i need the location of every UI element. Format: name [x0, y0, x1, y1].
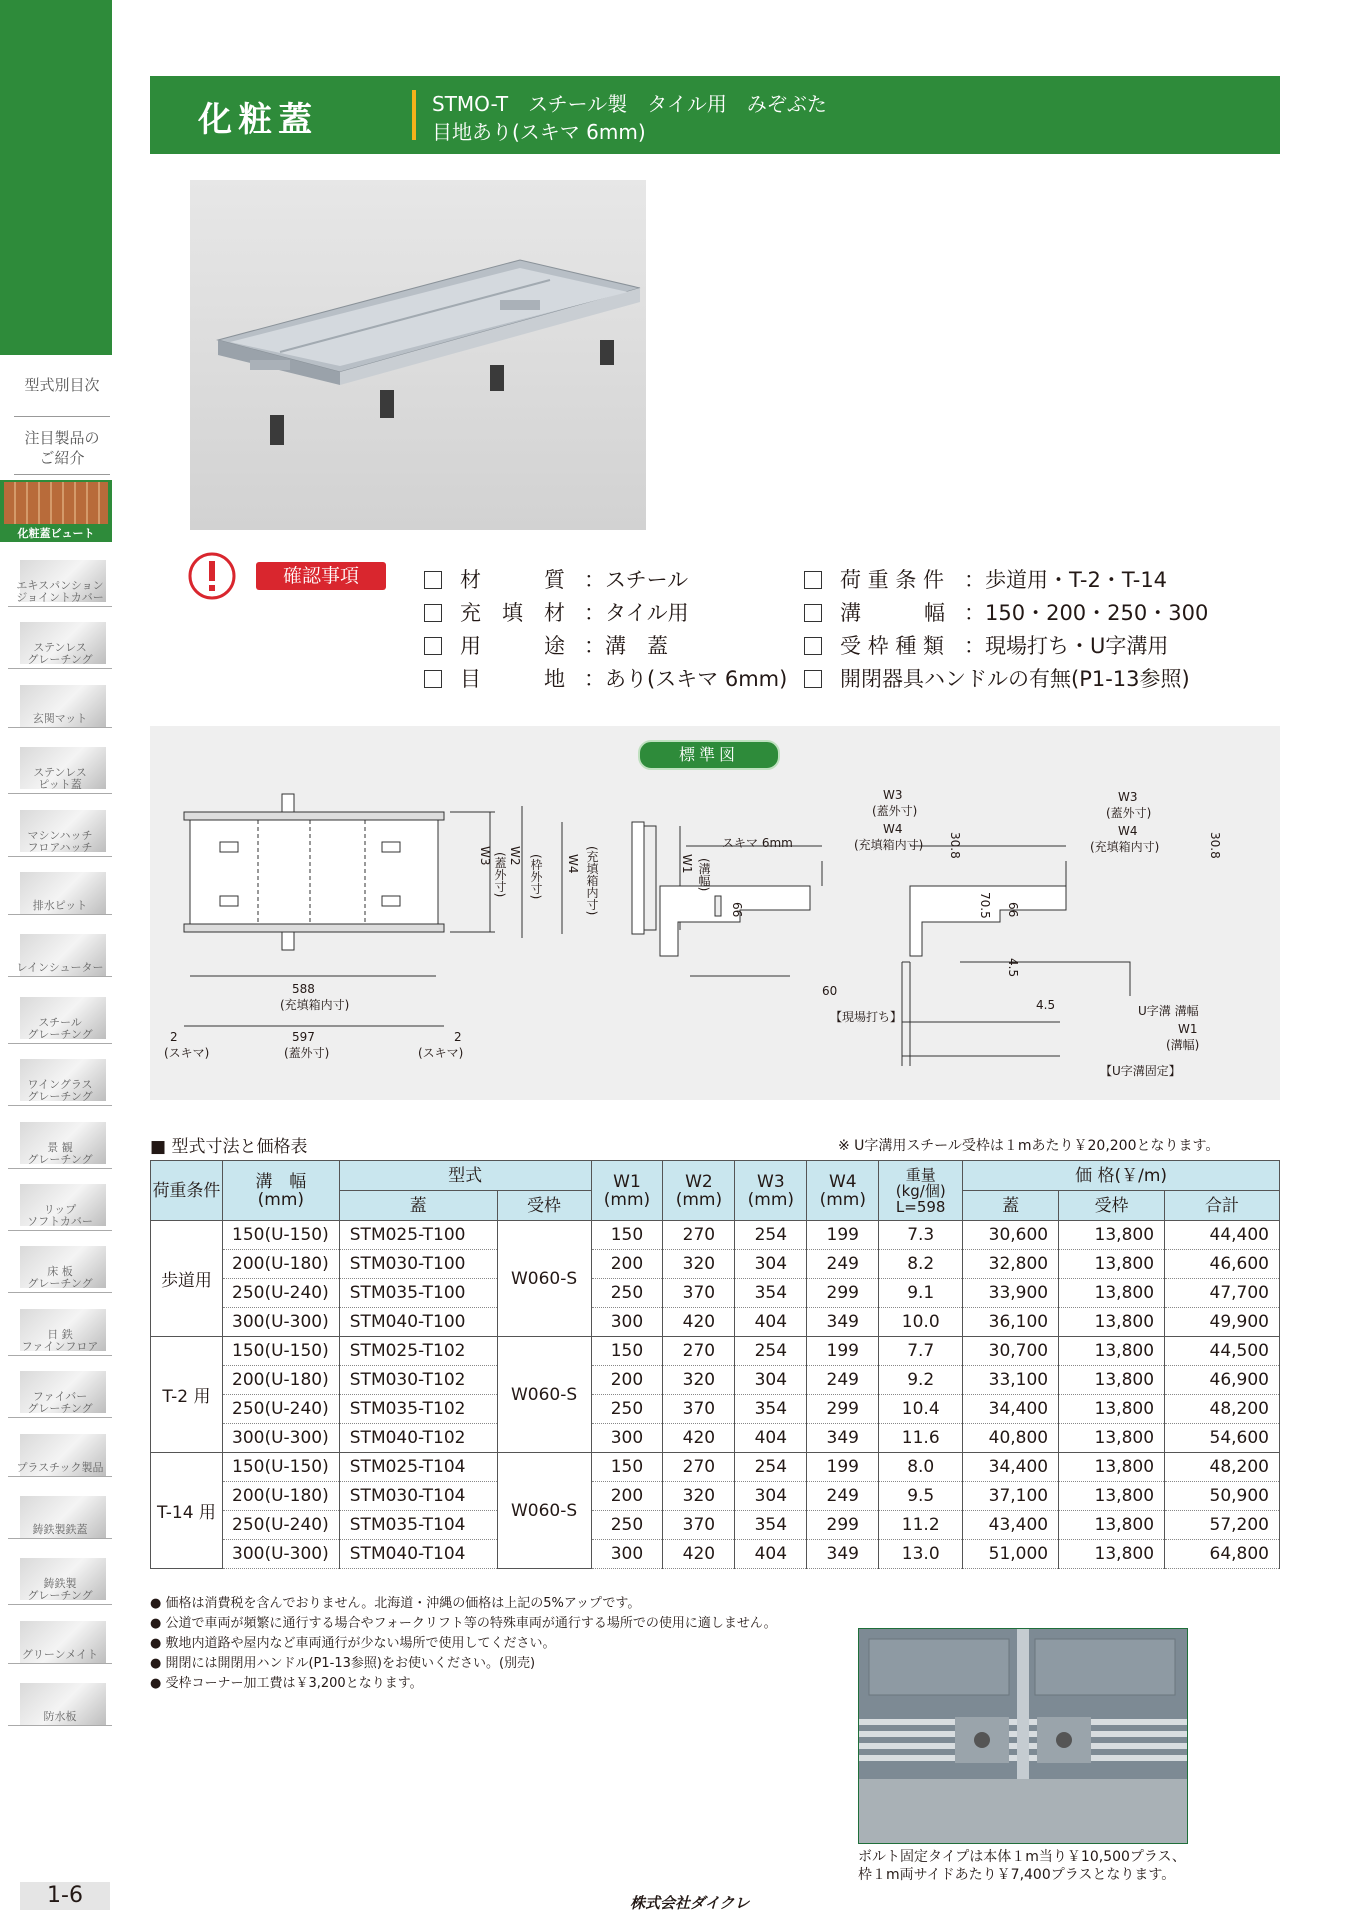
cell-w3: 304 — [735, 1482, 807, 1511]
cell-total: 44,500 — [1165, 1337, 1280, 1366]
cell-p-lid: 43,400 — [963, 1511, 1059, 1540]
table-row — [151, 1453, 1280, 1482]
sidebar-item-6[interactable]: レインシューター — [8, 962, 112, 977]
sidebar-item-8[interactable]: ワイングラス グレーチング — [8, 1079, 112, 1106]
header-width: 溝 幅 (mm) — [222, 1161, 339, 1221]
cell-w2: 320 — [663, 1482, 735, 1511]
sidebar-tab-title: 化粧蓋ビュート — [108, 38, 148, 290]
cell-width: 150(U-150) — [222, 1221, 339, 1250]
diagram-label-plan-w3_sub: (蓋外寸) — [493, 852, 507, 898]
cell-w3: 254 — [735, 1453, 807, 1482]
cell-frame-model: W060-S — [497, 1221, 591, 1337]
sidebar-nav-featured[interactable]: 注目製品の ご紹介 — [14, 428, 110, 475]
table-row — [151, 1540, 1280, 1569]
diagram-label-plan-gap_left_sub: (スキマ) — [164, 1046, 210, 1060]
standard-diagram — [150, 726, 1280, 1100]
diagram-label-plan-dim_597_sub: (蓋外寸) — [284, 1046, 330, 1060]
footnote-3: ● 開閉には開閉用ハンドル(P1-13参照)をお使いください。(別売) — [150, 1656, 536, 1671]
cell-lid-model: STM040-T104 — [339, 1540, 497, 1569]
cell-width: 200(U-180) — [222, 1482, 339, 1511]
table-note: ※ U字溝用スチール受枠は１mあたり￥20,200となります。 — [838, 1138, 1220, 1154]
table-row — [151, 1221, 1280, 1250]
header-subtitle-1: STMO-T スチール製 タイル用 みぞぶた — [432, 92, 827, 116]
diagram-label-site-w3: W3 — [883, 788, 903, 802]
cell-p-lid: 34,400 — [963, 1453, 1059, 1482]
diagram-badge: 標準図 — [638, 740, 780, 770]
cell-w1: 200 — [591, 1482, 663, 1511]
check-key: 受 枠 種 類 — [840, 634, 945, 658]
check-item-left-3 — [424, 663, 787, 693]
cell-p-lid: 30,700 — [963, 1337, 1059, 1366]
cell-total: 57,200 — [1165, 1511, 1280, 1540]
cell-total: 48,200 — [1165, 1453, 1280, 1482]
check-item-left-0 — [424, 564, 688, 594]
cell-w4: 199 — [807, 1337, 879, 1366]
cell-weight: 11.6 — [879, 1424, 963, 1453]
cell-total: 50,900 — [1165, 1482, 1280, 1511]
footnote-2: ● 敷地内道路や屋内など車両通行が少ない場所で使用してください。 — [150, 1636, 556, 1651]
page-number: 1-6 — [20, 1882, 110, 1910]
cell-w1: 200 — [591, 1366, 663, 1395]
diagram-label-site-gap: スキマ 6mm — [722, 836, 793, 850]
check-key: 目 地 — [460, 667, 565, 691]
cell-w3: 404 — [735, 1308, 807, 1337]
header-w3: W3 (mm) — [735, 1161, 807, 1221]
cell-weight: 8.2 — [879, 1250, 963, 1279]
cell-p-lid: 32,800 — [963, 1250, 1059, 1279]
check-value: ：現場打ち・U字溝用 — [964, 634, 1169, 658]
cell-p-frame: 13,800 — [1059, 1540, 1165, 1569]
cell-lid-model: STM035-T102 — [339, 1395, 497, 1424]
cell-lid-model: STM025-T102 — [339, 1337, 497, 1366]
diagram-label-plan-gap_right: 2 — [454, 1030, 462, 1044]
cell-w3: 304 — [735, 1250, 807, 1279]
diagram-label-ugutter-h30: 30.8 — [1208, 832, 1222, 859]
sidebar-item-15[interactable]: 鋳鉄製鉄蓋 — [8, 1524, 112, 1539]
tile-thumbnail — [4, 482, 108, 524]
check-item-right-0 — [804, 564, 1167, 594]
checkbox-icon — [804, 604, 822, 622]
cell-w2: 370 — [663, 1395, 735, 1424]
sidebar-item-2[interactable]: 玄関マット — [8, 713, 112, 728]
cell-w3: 254 — [735, 1337, 807, 1366]
sidebar-item-13[interactable]: ファイバー グレーチング — [8, 1391, 112, 1418]
sidebar-tab — [0, 0, 148, 355]
cell-p-frame: 13,800 — [1059, 1395, 1165, 1424]
checkbox-icon — [804, 670, 822, 688]
sidebar-nav-contents[interactable]: 型式別目次 — [14, 374, 110, 417]
checkbox-icon — [424, 637, 442, 655]
diagram-label-ugutter-w1_sub: (溝幅) — [1166, 1038, 1200, 1052]
cell-w1: 300 — [591, 1424, 663, 1453]
header-frame: 受枠 — [497, 1191, 591, 1221]
cell-w1: 150 — [591, 1453, 663, 1482]
cell-total: 47,700 — [1165, 1279, 1280, 1308]
diagram-label-ugutter-ulabel: U字溝 溝幅 — [1138, 1004, 1199, 1018]
cell-p-frame: 13,800 — [1059, 1221, 1165, 1250]
diagram-label-site-w3_sub: (蓋外寸) — [872, 804, 918, 818]
header-w1: W1 (mm) — [591, 1161, 663, 1221]
cell-w1: 250 — [591, 1511, 663, 1540]
cell-weight: 9.2 — [879, 1366, 963, 1395]
cell-lid-model: STM035-T100 — [339, 1279, 497, 1308]
check-value: ：あり(スキマ 6mm) — [584, 667, 788, 691]
diagram-label-ugutter-w4: W4 — [1118, 824, 1138, 838]
cell-w2: 320 — [663, 1366, 735, 1395]
cell-w4: 349 — [807, 1424, 879, 1453]
cell-p-lid: 37,100 — [963, 1482, 1059, 1511]
sidebar-item-9[interactable]: 景 観 グレーチング — [8, 1142, 112, 1169]
cell-p-frame: 13,800 — [1059, 1250, 1165, 1279]
cell-lid-model: STM030-T102 — [339, 1366, 497, 1395]
sidebar-item-5[interactable]: 排水ピット — [8, 900, 112, 915]
diagram-label-ugutter-w4_sub: (充填箱内寸) — [1090, 840, 1160, 854]
cell-p-frame: 13,800 — [1059, 1453, 1165, 1482]
cell-p-lid: 33,100 — [963, 1366, 1059, 1395]
cell-condition: 歩道用 — [151, 1221, 223, 1337]
footnote-4: ● 受枠コーナー加工費は￥3,200となります。 — [150, 1676, 423, 1691]
table-row — [151, 1511, 1280, 1540]
sidebar-item-7[interactable]: スチール グレーチング — [8, 1017, 112, 1044]
cell-weight: 7.3 — [879, 1221, 963, 1250]
cell-w3: 404 — [735, 1540, 807, 1569]
table-row — [151, 1250, 1280, 1279]
cell-w3: 254 — [735, 1221, 807, 1250]
cell-p-frame: 13,800 — [1059, 1511, 1165, 1540]
cell-total: 48,200 — [1165, 1395, 1280, 1424]
cell-w4: 199 — [807, 1453, 879, 1482]
bolt-caption-2: 枠１m両サイドあたり￥7,400プラスとなります。 — [858, 1867, 1176, 1883]
footnote-1: ● 公道で車両が頻繁に通行する場合やフォークリフト等の特殊車両が通行する場所での使用に適しません。 — [150, 1616, 777, 1631]
diagram-label-side-w4: W4 — [566, 854, 580, 874]
cell-weight: 13.0 — [879, 1540, 963, 1569]
sidebar-item-active[interactable] — [0, 480, 112, 542]
cell-w1: 150 — [591, 1337, 663, 1366]
header-model: 型式 — [339, 1161, 591, 1191]
cell-p-lid: 30,600 — [963, 1221, 1059, 1250]
cell-w4: 249 — [807, 1482, 879, 1511]
checkbox-icon — [804, 637, 822, 655]
cell-width: 150(U-150) — [222, 1453, 339, 1482]
cell-w4: 249 — [807, 1250, 879, 1279]
sidebar-active-label: 化粧蓋ビュート — [17, 527, 95, 540]
cell-p-frame: 13,800 — [1059, 1366, 1165, 1395]
check-key: 材 質 — [460, 568, 565, 592]
header-subtitle-2: 目地あり(スキマ 6mm) — [432, 120, 646, 144]
bolt-photo — [858, 1628, 1188, 1844]
cell-lid-model: STM025-T100 — [339, 1221, 497, 1250]
cell-weight: 7.7 — [879, 1337, 963, 1366]
cell-w2: 270 — [663, 1221, 735, 1250]
sidebar-item-17[interactable]: グリーンメイト — [8, 1649, 112, 1664]
check-key: 用 途 — [460, 634, 565, 658]
cell-w4: 299 — [807, 1511, 879, 1540]
cell-weight: 10.4 — [879, 1395, 963, 1424]
footnote-0: ● 価格は消費税を含んでおりません。北海道・沖縄の価格は上記の5%アップです。 — [150, 1596, 641, 1611]
cell-weight: 10.0 — [879, 1308, 963, 1337]
cell-weight: 11.2 — [879, 1511, 963, 1540]
diagram-label-side-w1: W1 — [680, 854, 694, 874]
cell-w1: 150 — [591, 1221, 663, 1250]
cell-w2: 270 — [663, 1337, 735, 1366]
check-value: (P1-13参照) — [1071, 667, 1190, 691]
sidebar-item-14[interactable]: プラスチック製品 — [8, 1462, 112, 1477]
cell-p-lid: 51,000 — [963, 1540, 1059, 1569]
cell-p-frame: 13,800 — [1059, 1337, 1165, 1366]
cell-w1: 250 — [591, 1279, 663, 1308]
header-w4: W4 (mm) — [807, 1161, 879, 1221]
cell-p-frame: 13,800 — [1059, 1424, 1165, 1453]
diagram-label-ugutter-h705: 70.5 — [978, 892, 992, 919]
header-price-frame: 受枠 — [1059, 1191, 1165, 1221]
cell-weight: 9.1 — [879, 1279, 963, 1308]
cell-w4: 199 — [807, 1221, 879, 1250]
sidebar-item-0[interactable]: エキスパンション ジョイントカバー — [8, 580, 112, 607]
cell-w1: 200 — [591, 1250, 663, 1279]
sidebar-item-18[interactable]: 防水板 — [8, 1711, 112, 1726]
table-title: ■ 型式寸法と価格表 — [150, 1137, 308, 1157]
cell-width: 250(U-240) — [222, 1279, 339, 1308]
table-row — [151, 1482, 1280, 1511]
cell-condition: T-2 用 — [151, 1337, 223, 1453]
cell-lid-model: STM040-T102 — [339, 1424, 497, 1453]
sidebar-item-1[interactable]: ステンレス グレーチング — [8, 642, 112, 669]
section-header — [150, 76, 1280, 154]
table-row — [151, 1308, 1280, 1337]
header-price: 価 格(￥/m) — [963, 1161, 1280, 1191]
cell-width: 300(U-300) — [222, 1540, 339, 1569]
cell-w2: 370 — [663, 1511, 735, 1540]
check-item-left-1 — [424, 597, 689, 627]
cell-lid-model: STM030-T100 — [339, 1250, 497, 1279]
diagram-label-plan-w2_sub: (枠外寸) — [529, 854, 543, 900]
diagram-label-side-w1_sub: (溝幅) — [697, 858, 711, 892]
diagram-label-site-w4_sub: (充填箱内寸) — [854, 838, 924, 852]
bolt-caption-1: ボルト固定タイプは本体１m当り￥10,500プラス、 — [858, 1849, 1186, 1865]
cell-width: 300(U-300) — [222, 1424, 339, 1453]
cell-width: 250(U-240) — [222, 1395, 339, 1424]
check-item-left-2 — [424, 630, 668, 660]
diagram-label-ugutter-w1: W1 — [1178, 1022, 1198, 1036]
diagram-label-site-h30: 30.8 — [948, 832, 962, 859]
header-weight: 重量 (kg/個) L=598 — [879, 1161, 963, 1221]
check-value: ：溝 蓋 — [584, 634, 668, 658]
check-key: 充 填 材 — [460, 601, 565, 625]
diagram-label-plan-dim_588_sub: (充填箱内寸) — [280, 998, 350, 1012]
check-value: ：歩道用・T-2・T-14 — [964, 568, 1168, 592]
table-row — [151, 1424, 1280, 1453]
cell-lid-model: STM025-T104 — [339, 1453, 497, 1482]
cell-w2: 320 — [663, 1250, 735, 1279]
diagram-label-side-w4_sub: (充填箱内寸) — [585, 846, 599, 916]
cell-total: 54,600 — [1165, 1424, 1280, 1453]
sidebar-item-10[interactable]: リップ ソフトカバー — [8, 1204, 112, 1231]
company-logo: 株式会社ダイクレ — [630, 1894, 750, 1912]
diagram-label-plan-dim_597: 597 — [292, 1030, 315, 1044]
cell-condition: T-14 用 — [151, 1453, 223, 1569]
cell-w3: 354 — [735, 1511, 807, 1540]
check-key: 開閉器具ハンドルの有無 — [840, 667, 1071, 691]
check-badge — [186, 558, 386, 594]
diagram-label-ugutter-w3_sub: (蓋外寸) — [1106, 806, 1152, 820]
header-price-total: 合計 — [1165, 1191, 1280, 1221]
check-value: ：タイル用 — [584, 601, 689, 625]
check-item-right-3 — [804, 663, 1190, 693]
diagram-label-plan-gap_left: 2 — [170, 1030, 178, 1044]
cell-lid-model: STM035-T104 — [339, 1511, 497, 1540]
header-condition: 荷重条件 — [151, 1161, 223, 1221]
product-photo — [190, 180, 646, 530]
cell-p-frame: 13,800 — [1059, 1279, 1165, 1308]
checkbox-icon — [424, 571, 442, 589]
price-table — [150, 1160, 1280, 1569]
cell-w4: 349 — [807, 1540, 879, 1569]
table-row — [151, 1366, 1280, 1395]
cell-weight: 9.5 — [879, 1482, 963, 1511]
cell-total: 46,600 — [1165, 1250, 1280, 1279]
warning-icon — [186, 550, 250, 600]
cell-width: 150(U-150) — [222, 1337, 339, 1366]
diagram-label-site-h66: 66 — [730, 902, 744, 918]
cell-width: 300(U-300) — [222, 1308, 339, 1337]
cell-weight: 8.0 — [879, 1453, 963, 1482]
cell-p-frame: 13,800 — [1059, 1482, 1165, 1511]
table-row — [151, 1279, 1280, 1308]
sidebar-item-12[interactable]: 日 鉄 ファインフロア — [8, 1329, 112, 1356]
cell-w1: 250 — [591, 1395, 663, 1424]
cell-w2: 270 — [663, 1453, 735, 1482]
header-price-lid: 蓋 — [963, 1191, 1059, 1221]
cell-lid-model: STM040-T100 — [339, 1308, 497, 1337]
cell-w2: 420 — [663, 1540, 735, 1569]
cell-w4: 349 — [807, 1308, 879, 1337]
cell-width: 250(U-240) — [222, 1511, 339, 1540]
table-body — [151, 1221, 1280, 1569]
diagram-label-plan-w3: W3 — [478, 846, 492, 866]
diagram-label-ugutter-w45: 4.5 — [1036, 998, 1056, 1012]
check-key: 荷 重 条 件 — [840, 568, 945, 592]
cell-total: 46,900 — [1165, 1366, 1280, 1395]
diagram-label-plan-w2: W2 — [508, 846, 522, 866]
page-title: 化粧蓋 — [198, 100, 318, 140]
cell-w2: 420 — [663, 1308, 735, 1337]
diagram-label-ugutter-caption: 【U字溝固定】 — [1100, 1064, 1181, 1078]
checkbox-icon — [424, 604, 442, 622]
table-row — [151, 1395, 1280, 1424]
diagram-label-plan-dim_588: 588 — [292, 982, 315, 996]
check-label: 確認事項 — [256, 562, 386, 590]
sidebar-item-3[interactable]: ステンレス ピット蓋 — [8, 767, 112, 794]
sidebar-item-4[interactable]: マシンハッチ フロアハッチ — [8, 830, 112, 857]
diagram-label-ugutter-h66: 66 — [1006, 902, 1020, 918]
checkbox-icon — [804, 571, 822, 589]
diagram-label-site-caption: 【現場打ち】 — [830, 1010, 903, 1024]
check-value: ：スチール — [584, 568, 689, 592]
header-divider — [412, 90, 416, 140]
cell-w4: 299 — [807, 1279, 879, 1308]
cell-width: 200(U-180) — [222, 1366, 339, 1395]
header-lid: 蓋 — [339, 1191, 497, 1221]
cell-frame-model: W060-S — [497, 1337, 591, 1453]
checkbox-icon — [424, 670, 442, 688]
sidebar-item-16[interactable]: 鋳鉄製 グレーチング — [8, 1578, 112, 1605]
cell-w1: 300 — [591, 1540, 663, 1569]
cell-w3: 304 — [735, 1366, 807, 1395]
diagram-label-site-w4: W4 — [883, 822, 903, 836]
cell-total: 49,900 — [1165, 1308, 1280, 1337]
cell-w4: 249 — [807, 1366, 879, 1395]
header-w2: W2 (mm) — [663, 1161, 735, 1221]
table-row — [151, 1337, 1280, 1366]
cell-total: 64,800 — [1165, 1540, 1280, 1569]
cell-w3: 404 — [735, 1424, 807, 1453]
cell-w2: 420 — [663, 1424, 735, 1453]
cell-p-lid: 36,100 — [963, 1308, 1059, 1337]
cell-w2: 370 — [663, 1279, 735, 1308]
diagram-label-plan-gap_right_sub: (スキマ) — [418, 1046, 464, 1060]
check-value: ：150・200・250・300 — [964, 601, 1209, 625]
cell-frame-model: W060-S — [497, 1453, 591, 1569]
check-key: 溝 幅 — [840, 601, 945, 625]
cell-w3: 354 — [735, 1279, 807, 1308]
cell-p-lid: 33,900 — [963, 1279, 1059, 1308]
cell-p-lid: 40,800 — [963, 1424, 1059, 1453]
cell-w1: 300 — [591, 1308, 663, 1337]
cell-p-lid: 34,400 — [963, 1395, 1059, 1424]
check-item-right-1 — [804, 597, 1208, 627]
sidebar-item-11[interactable]: 床 板 グレーチング — [8, 1266, 112, 1293]
diagram-label-ugutter-w3: W3 — [1118, 790, 1138, 804]
check-item-right-2 — [804, 630, 1168, 660]
diagram-label-site-w60: 60 — [822, 984, 838, 998]
cell-w3: 354 — [735, 1395, 807, 1424]
diagram-label-ugutter-h45: 4.5 — [1006, 958, 1020, 978]
cell-w4: 299 — [807, 1395, 879, 1424]
cell-width: 200(U-180) — [222, 1250, 339, 1279]
cell-lid-model: STM030-T104 — [339, 1482, 497, 1511]
cell-total: 44,400 — [1165, 1221, 1280, 1250]
cell-p-frame: 13,800 — [1059, 1308, 1165, 1337]
